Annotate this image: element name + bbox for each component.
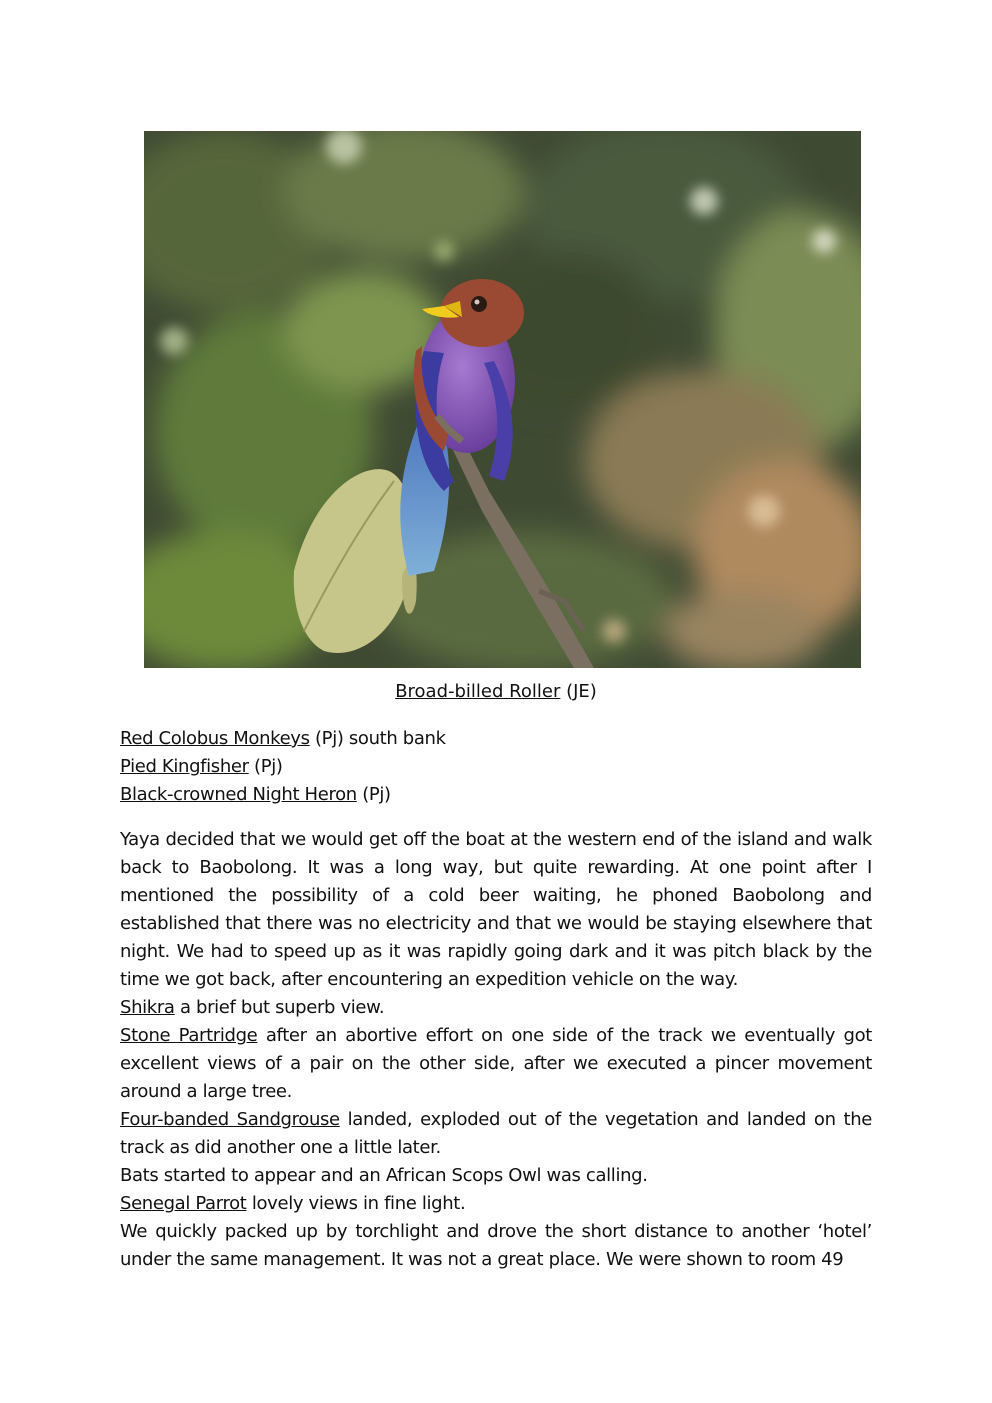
closing-paragraph: We quickly packed up by torchlight and drove the short distance to another ‘hotel’ under the same management. It was not a great place. We were shown to room 49 [120, 1221, 872, 1270]
bats-paragraph: Bats started to appear and an African Scops Owl was calling. [120, 1165, 648, 1186]
caption-credit: (JE) [560, 681, 597, 702]
sighting-item [120, 753, 872, 781]
bird-photo [144, 131, 861, 668]
photo-caption [0, 680, 992, 704]
species-name: Black-crowned Night Heron [120, 784, 357, 805]
sightings-list [120, 725, 872, 809]
species-name: Shikra [120, 997, 175, 1018]
partridge-entry [120, 1022, 872, 1106]
intro-paragraph: Yaya decided that we would get off the boat at the western end of the island and walk back to Baobolong. It was a long way, but quite rewarding. At one point after I mentioned the possibility of a cold beer waiting, he phoned Baobolong and established that there was no electricity and that we would be staying elsewhere that night. We had to speed up as it was rapidly going dark and it was pitch black by the time we got back, after encountering an expedition vehicle on the way. [120, 829, 872, 990]
sighting-item [120, 725, 872, 753]
parrot-entry [120, 1190, 872, 1218]
species-note: (Pj) [356, 784, 391, 805]
species-note: lovely views in fine light. [246, 1193, 466, 1214]
shikra-entry [120, 994, 872, 1022]
species-name: Stone Partridge [120, 1025, 258, 1046]
species-note: (Pj) [248, 756, 283, 777]
broad-billed-roller-image [144, 131, 861, 668]
species-name: Four-banded Sandgrouse [120, 1109, 340, 1130]
sighting-item [120, 781, 872, 809]
species-name: Red Colobus Monkeys [120, 728, 310, 749]
sandgrouse-entry [120, 1106, 872, 1162]
trip-narrative [120, 826, 872, 1274]
species-note: a brief but superb view. [174, 997, 385, 1018]
caption-species: Broad-billed Roller [395, 681, 561, 702]
species-name: Pied Kingfisher [120, 756, 249, 777]
species-name: Senegal Parrot [120, 1193, 247, 1214]
species-note: after an abortive effort on one side of the track we eventually got excellent views of a pair on the other side, after we executed a pincer movement around a large tree. [120, 1025, 872, 1102]
species-note: (Pj) south bank [309, 728, 446, 749]
species-note: landed, exploded out of the vegetation and landed on the track as did another one a little later. [120, 1109, 872, 1158]
